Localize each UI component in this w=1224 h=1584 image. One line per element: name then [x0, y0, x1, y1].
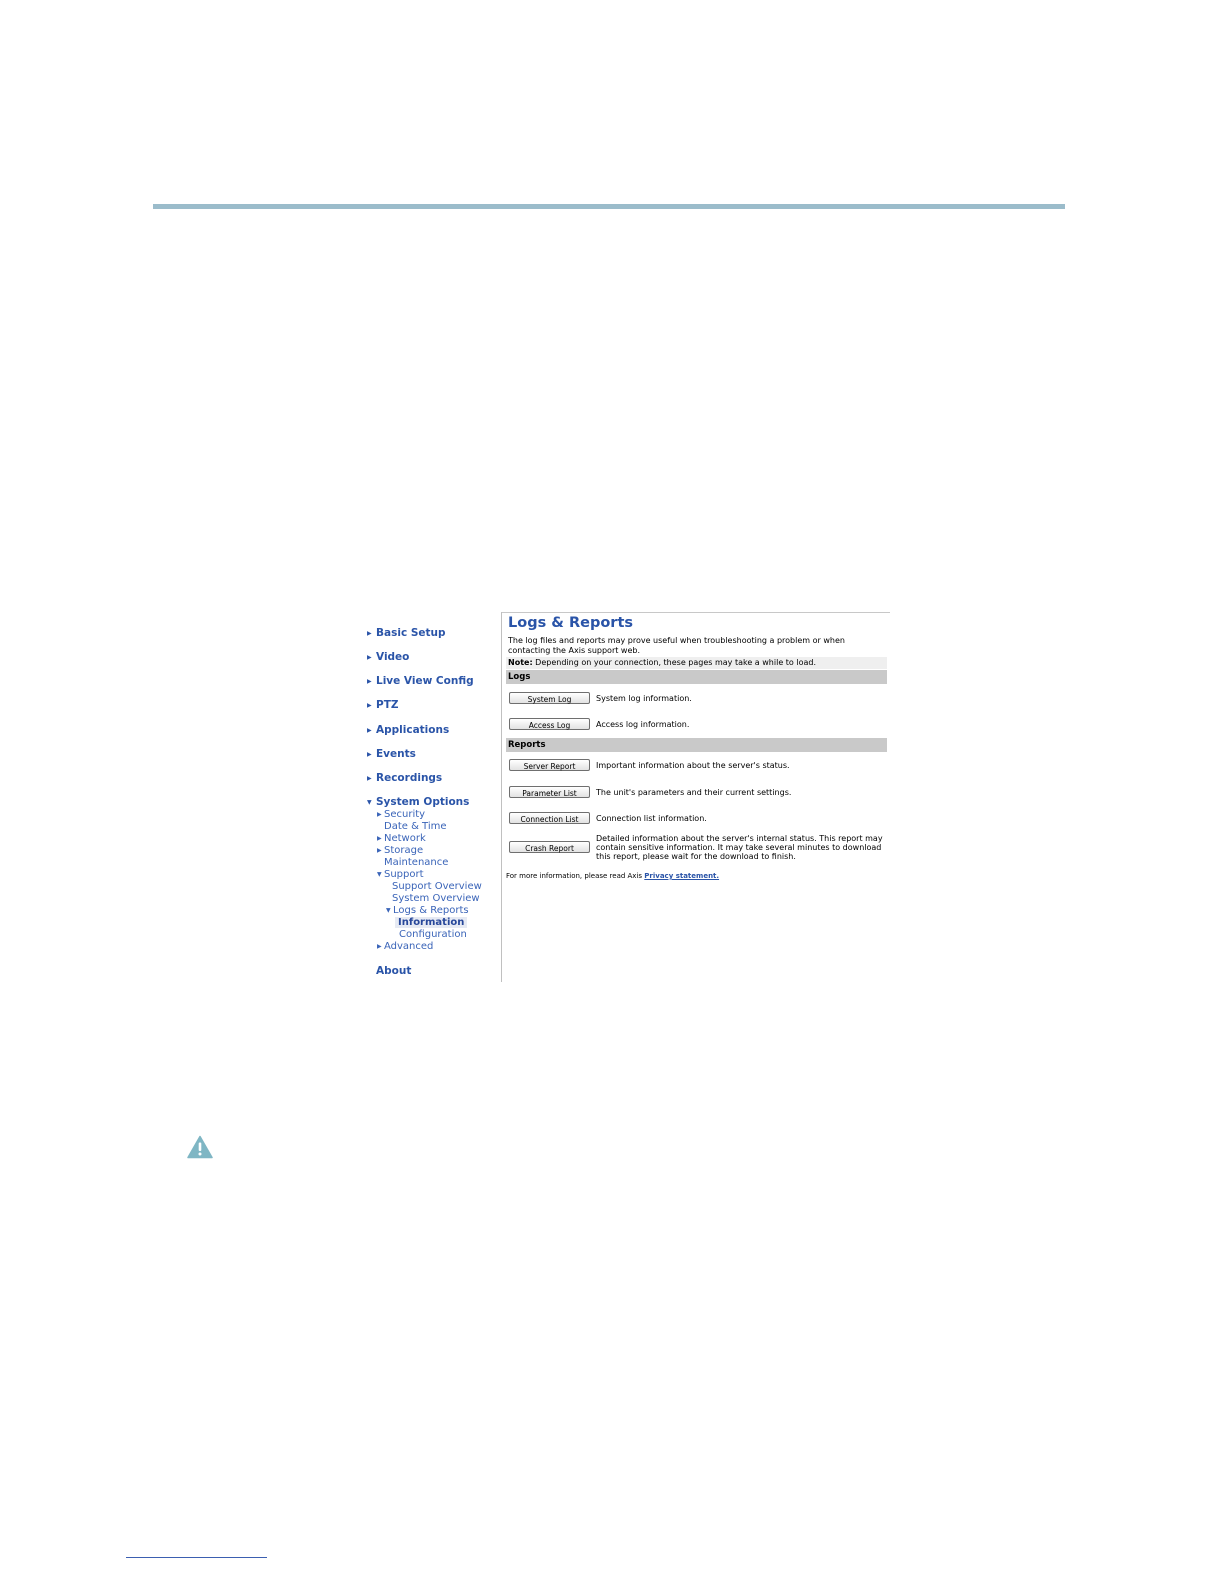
nav-configuration[interactable]: Configuration [399, 929, 467, 940]
nav-maintenance[interactable]: Maintenance [384, 857, 449, 868]
nav-support-overview[interactable]: Support Overview [392, 881, 482, 892]
nav-about[interactable]: About [376, 965, 412, 977]
triangle-down-icon: ▼ [367, 799, 372, 806]
note-label: Note: [508, 658, 533, 667]
privacy-statement-link[interactable]: Privacy statement. [644, 872, 720, 880]
triangle-right-icon: ▶ [367, 678, 372, 685]
access-log-description: Access log information. [596, 720, 690, 729]
more-info-text: For more information, please read Axis Privacy statement. [506, 872, 720, 880]
parameter-list-description: The unit's parameters and their current settings. [596, 788, 792, 797]
footnote-rule [126, 1557, 267, 1558]
connection-list-description: Connection list information. [596, 814, 707, 823]
triangle-right-icon: ▶ [377, 811, 382, 818]
page-description: The log files and reports may prove useful when troubleshooting a problem or when contacting the Axis support web. [508, 636, 845, 655]
nav-basic-setup[interactable]: ▶ Basic Setup [367, 627, 446, 639]
note-bar [506, 657, 887, 669]
nav-information[interactable]: Information [395, 917, 467, 928]
logs-reports-screenshot [362, 612, 890, 982]
page-header-rule [153, 204, 1065, 209]
note-text: Depending on your connection, these pages may take a while to load. [532, 658, 816, 667]
connection-list-button[interactable]: Connection List [509, 812, 590, 824]
triangle-right-icon: ▶ [377, 835, 382, 842]
triangle-right-icon: ▶ [367, 775, 372, 782]
server-report-button[interactable]: Server Report [509, 759, 590, 771]
nav-date-time[interactable]: Date & Time [384, 821, 447, 832]
nav-system-overview[interactable]: System Overview [392, 893, 480, 904]
system-log-button[interactable]: System Log [509, 692, 590, 704]
triangle-right-icon: ▶ [367, 727, 372, 734]
nav-live-view-config[interactable]: ▶ Live View Config [367, 675, 474, 687]
triangle-right-icon: ▶ [367, 630, 372, 637]
crash-report-button[interactable]: Crash Report [509, 841, 590, 853]
triangle-right-icon: ▶ [367, 654, 372, 661]
triangle-right-icon: ▶ [367, 702, 372, 709]
parameter-list-button[interactable]: Parameter List [509, 786, 590, 798]
nav-video[interactable]: ▶ Video [367, 651, 410, 663]
nav-system-options[interactable]: ▼ System Options [367, 796, 470, 808]
system-log-description: System log information. [596, 694, 692, 703]
access-log-button[interactable]: Access Log [509, 718, 590, 730]
nav-logs-reports[interactable]: ▼ Logs & Reports [386, 905, 469, 916]
sidebar-nav [362, 612, 501, 982]
reports-section-header: Reports [506, 738, 887, 752]
nav-storage[interactable]: ▶ Storage [377, 845, 424, 856]
logs-section-header: Logs [506, 670, 887, 684]
nav-divider [501, 612, 502, 982]
crash-report-description: Detailed information about the server's internal status. This report may contain sensitive information. It may take several minutes to download this report, please wait for the download to finish. [596, 834, 883, 861]
triangle-right-icon: ▶ [377, 943, 382, 950]
nav-network[interactable]: ▶ Network [377, 833, 426, 844]
nav-applications[interactable]: ▶ Applications [367, 724, 450, 736]
nav-advanced[interactable]: ▶ Advanced [377, 941, 434, 952]
warning-triangle-icon [187, 1135, 213, 1159]
triangle-down-icon: ▼ [386, 907, 391, 914]
page-title: Logs & Reports [508, 615, 634, 631]
nav-events[interactable]: ▶ Events [367, 748, 416, 760]
nav-support[interactable]: ▼ Support [377, 869, 424, 880]
nav-ptz[interactable]: ▶ PTZ [367, 699, 399, 711]
triangle-right-icon: ▶ [377, 847, 382, 854]
main-content [506, 612, 888, 982]
triangle-down-icon: ▼ [377, 871, 382, 878]
triangle-right-icon: ▶ [367, 751, 372, 758]
nav-security[interactable]: ▶ Security [377, 809, 426, 820]
server-report-description: Important information about the server's status. [596, 761, 790, 770]
nav-recordings[interactable]: ▶ Recordings [367, 772, 443, 784]
